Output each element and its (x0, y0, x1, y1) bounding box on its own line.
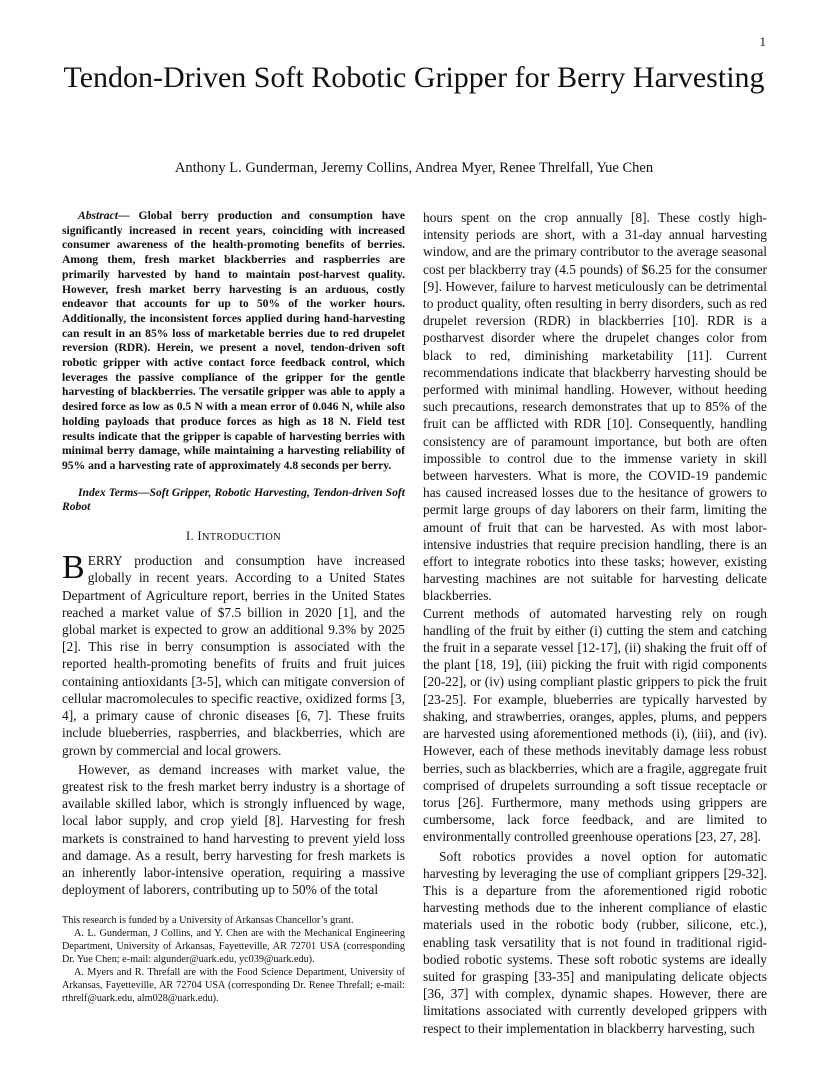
footnotes (62, 914, 405, 1005)
footnote-affiliation-1: A. L. Gunderman, J Collins, and Y. Chen are with the Mechanical Engineering Department, University of Arkansas, Fayetteville, AR 72701 USA (corresponding Dr. Yue Chen; e-mail: algunder@uark.edu, yc039@uark.edu). (62, 928, 405, 966)
index-terms-label: Index Terms (78, 485, 138, 499)
right-paragraph-1: hours spent on the crop annually [8]. These costly high-intensity periods are short, with a 31-day annual harvesting window, and are the primary contributor to the average seasonal cost per blackberry tray (4.5 pounds) of $6.25 for the consumer [9]. However, failure to harvest meticulously can be detrimental to product quality, often resulting in berry disorders, such as red drupelet reversion (RDR) in blackberries [10]. RDR is a postharvest disorder where the drupelet changes color from black to red, diminishing marketability [11]. Current recommendations indicate that blackberry harvesting should be performed with minimal handling. However, without heeding such precautions, research demonstrates that up to 85% of the fruit can be afflicted with RDR [10]. Consequently, handling consistency are of paramount importance, but both are often impossible to control due to the immense variety in skill between harvesters. What is more, the COVID-19 pandemic has caused increased losses due to the hesitance of growers to permit large groups of day laborers on their farm, limiting the amount of fruit that can be harvested. As with most labor-intensive industries that require precision handling, there is an effort to integrate robotics into these tasks; however, existing harvesting machines are not suitable for harvesting delicate blackberries. (423, 210, 767, 604)
right-paragraph-3: Soft robotics provides a novel option for automatic harvesting by leveraging the use of compliant grippers [29-32]. This is a departure from the aforementioned rigid robotic harvesting methods due to the inherent compliance of elastic materials used in the robotic body (rubber, silicone, etc.), enabling task versatility that is not found in traditional rigid-bodied robotic systems. These soft robotic systems are ideally suited for grasping [33-35] and manipulating delicate objects [36, 37] with complex, dynamic shapes. However, there are limitations associated with currently developed grippers with respect to their implementation in blackberry harvesting, such (423, 848, 767, 1036)
intro-paragraph-2: However, as demand increases with market value, the greatest risk to the fresh market berry industry is a shortage of available skilled labor, which is strongly influenced by wage, local labor supply, and crop yield [8]. Harvesting for fresh markets is constrained to hand harvesting to prevent yield loss and damage. As a result, berry harvesting for fresh markets is an inherently labor-intensive operation, requiring a massive deployment of laborers, contributing up to 50% of the total (62, 761, 405, 898)
drop-cap: B (62, 549, 85, 587)
footnote-affiliation-2: A. Myers and R. Threfall are with the Food Science Department, University of Arkansas, Fayetteville, AR 72704 USA (corresponding Dr. Renee Threfall; e-mail: rthrelf@uark.edu, alm028@uark.edu). (62, 967, 405, 1005)
abstract-label: Abstract— (78, 209, 130, 222)
author-list: Anthony L. Gunderman, Jeremy Collins, Andrea Myer, Renee Threlfall, Yue Chen (174, 160, 654, 176)
intro-paragraph-1-text: ERRY production and consumption have increased globally in recent years. According to a United States Department of Agriculture report, berries in the United States reached a market value of $7.5 billion in 2020 [1], and the global market is expected to grow an additional 9.3% by 2025 [2]. This rise in berry consumption is associated with the reported health-promoting benefits of fruits and fruit juices containing antioxidants [3-5], which can mitigate conversion of cellular macromolecules to specific reactive, oxidized forms [3, 4], a primary cause of chronic diseases [6, 7]. These fruits include blueberries, raspberries, and blackberries, which are grown by commercial and local growers. (62, 553, 405, 758)
footnote-funding: This research is funded by a University of Arkansas Chancellor’s grant. (62, 915, 354, 927)
section-title-rest: NTRODUCTION (201, 532, 281, 544)
abstract-text: Global berry production and consumption have significantly increased in recent years, coinciding with increased consumer awareness of the health-promoting benefits of berries. Among them, fresh market blackberries and raspberries are primarily harvested by hand to maintain post-harvest quality. However, fresh market berry harvesting is an arduous, costly endeavor that accounts for up to 50% of the worker hours. Additionally, the inconsistent forces applied during hand-harvesting can result in an 85% loss of marketable berries due to red drupelet reversion (RDR). Herein, we present a novel, tendon-driven soft robotic gripper with active contact force feedback control, which leverages the passive compliance of the gripper for the gentle harvesting of blackberries. The versatile gripper was able to apply a desired force as low as 0.5 N with a mean error of 0.046 N, while also holding payloads that produce forces as high as 18 N. Field test results indicate that the gripper is capable of harvesting berries with minimal berry damage, while maintaining a harvesting reliability of 95% and a harvesting rate of approximately 4.8 seconds per berry. (62, 209, 405, 472)
section-first-letter: I (197, 529, 202, 544)
section-heading (62, 528, 405, 546)
left-column (62, 209, 405, 1005)
paper-title: Tendon-Driven Soft Robotic Gripper for Berry Harvesting (63, 61, 765, 94)
index-terms-text: —Soft Gripper, Robotic Harvesting, Tendon-driven Soft Robot (62, 485, 405, 514)
page-number: 1 (759, 34, 766, 49)
index-terms (62, 486, 405, 515)
intro-paragraph-1 (62, 549, 405, 758)
right-paragraph-2: Current methods of automated harvesting rely on rough handling of the fruit by either (i) cutting the stem and catching the fruit in a separate vessel [12-17], (ii) shaking the fruit off of the plant [18, 19], (iii) picking the fruit with rigid components [20-22], or (iv) using compliant plastic grippers to pick the fruit [23-25]. For example, blueberries are typically harvested by shaking, and strawberries, oranges, apples, plums, and peppers are harvested using aforementioned methods (i), (iii), and (iv). However, each of these methods inevitably damage less robust berries, such as blackberries, which are a fragile, aggregate fruit comprised of drupelets surrounding a soft tissue receptacle or torus [26]. Furthermore, many methods using grippers are cumbersome, lack force feedback, and are limited to environmentally controlled greenhouse operations [23, 27, 28]. (423, 605, 767, 845)
right-column (423, 209, 767, 1037)
abstract (62, 209, 405, 474)
section-numeral: I. (186, 529, 194, 544)
